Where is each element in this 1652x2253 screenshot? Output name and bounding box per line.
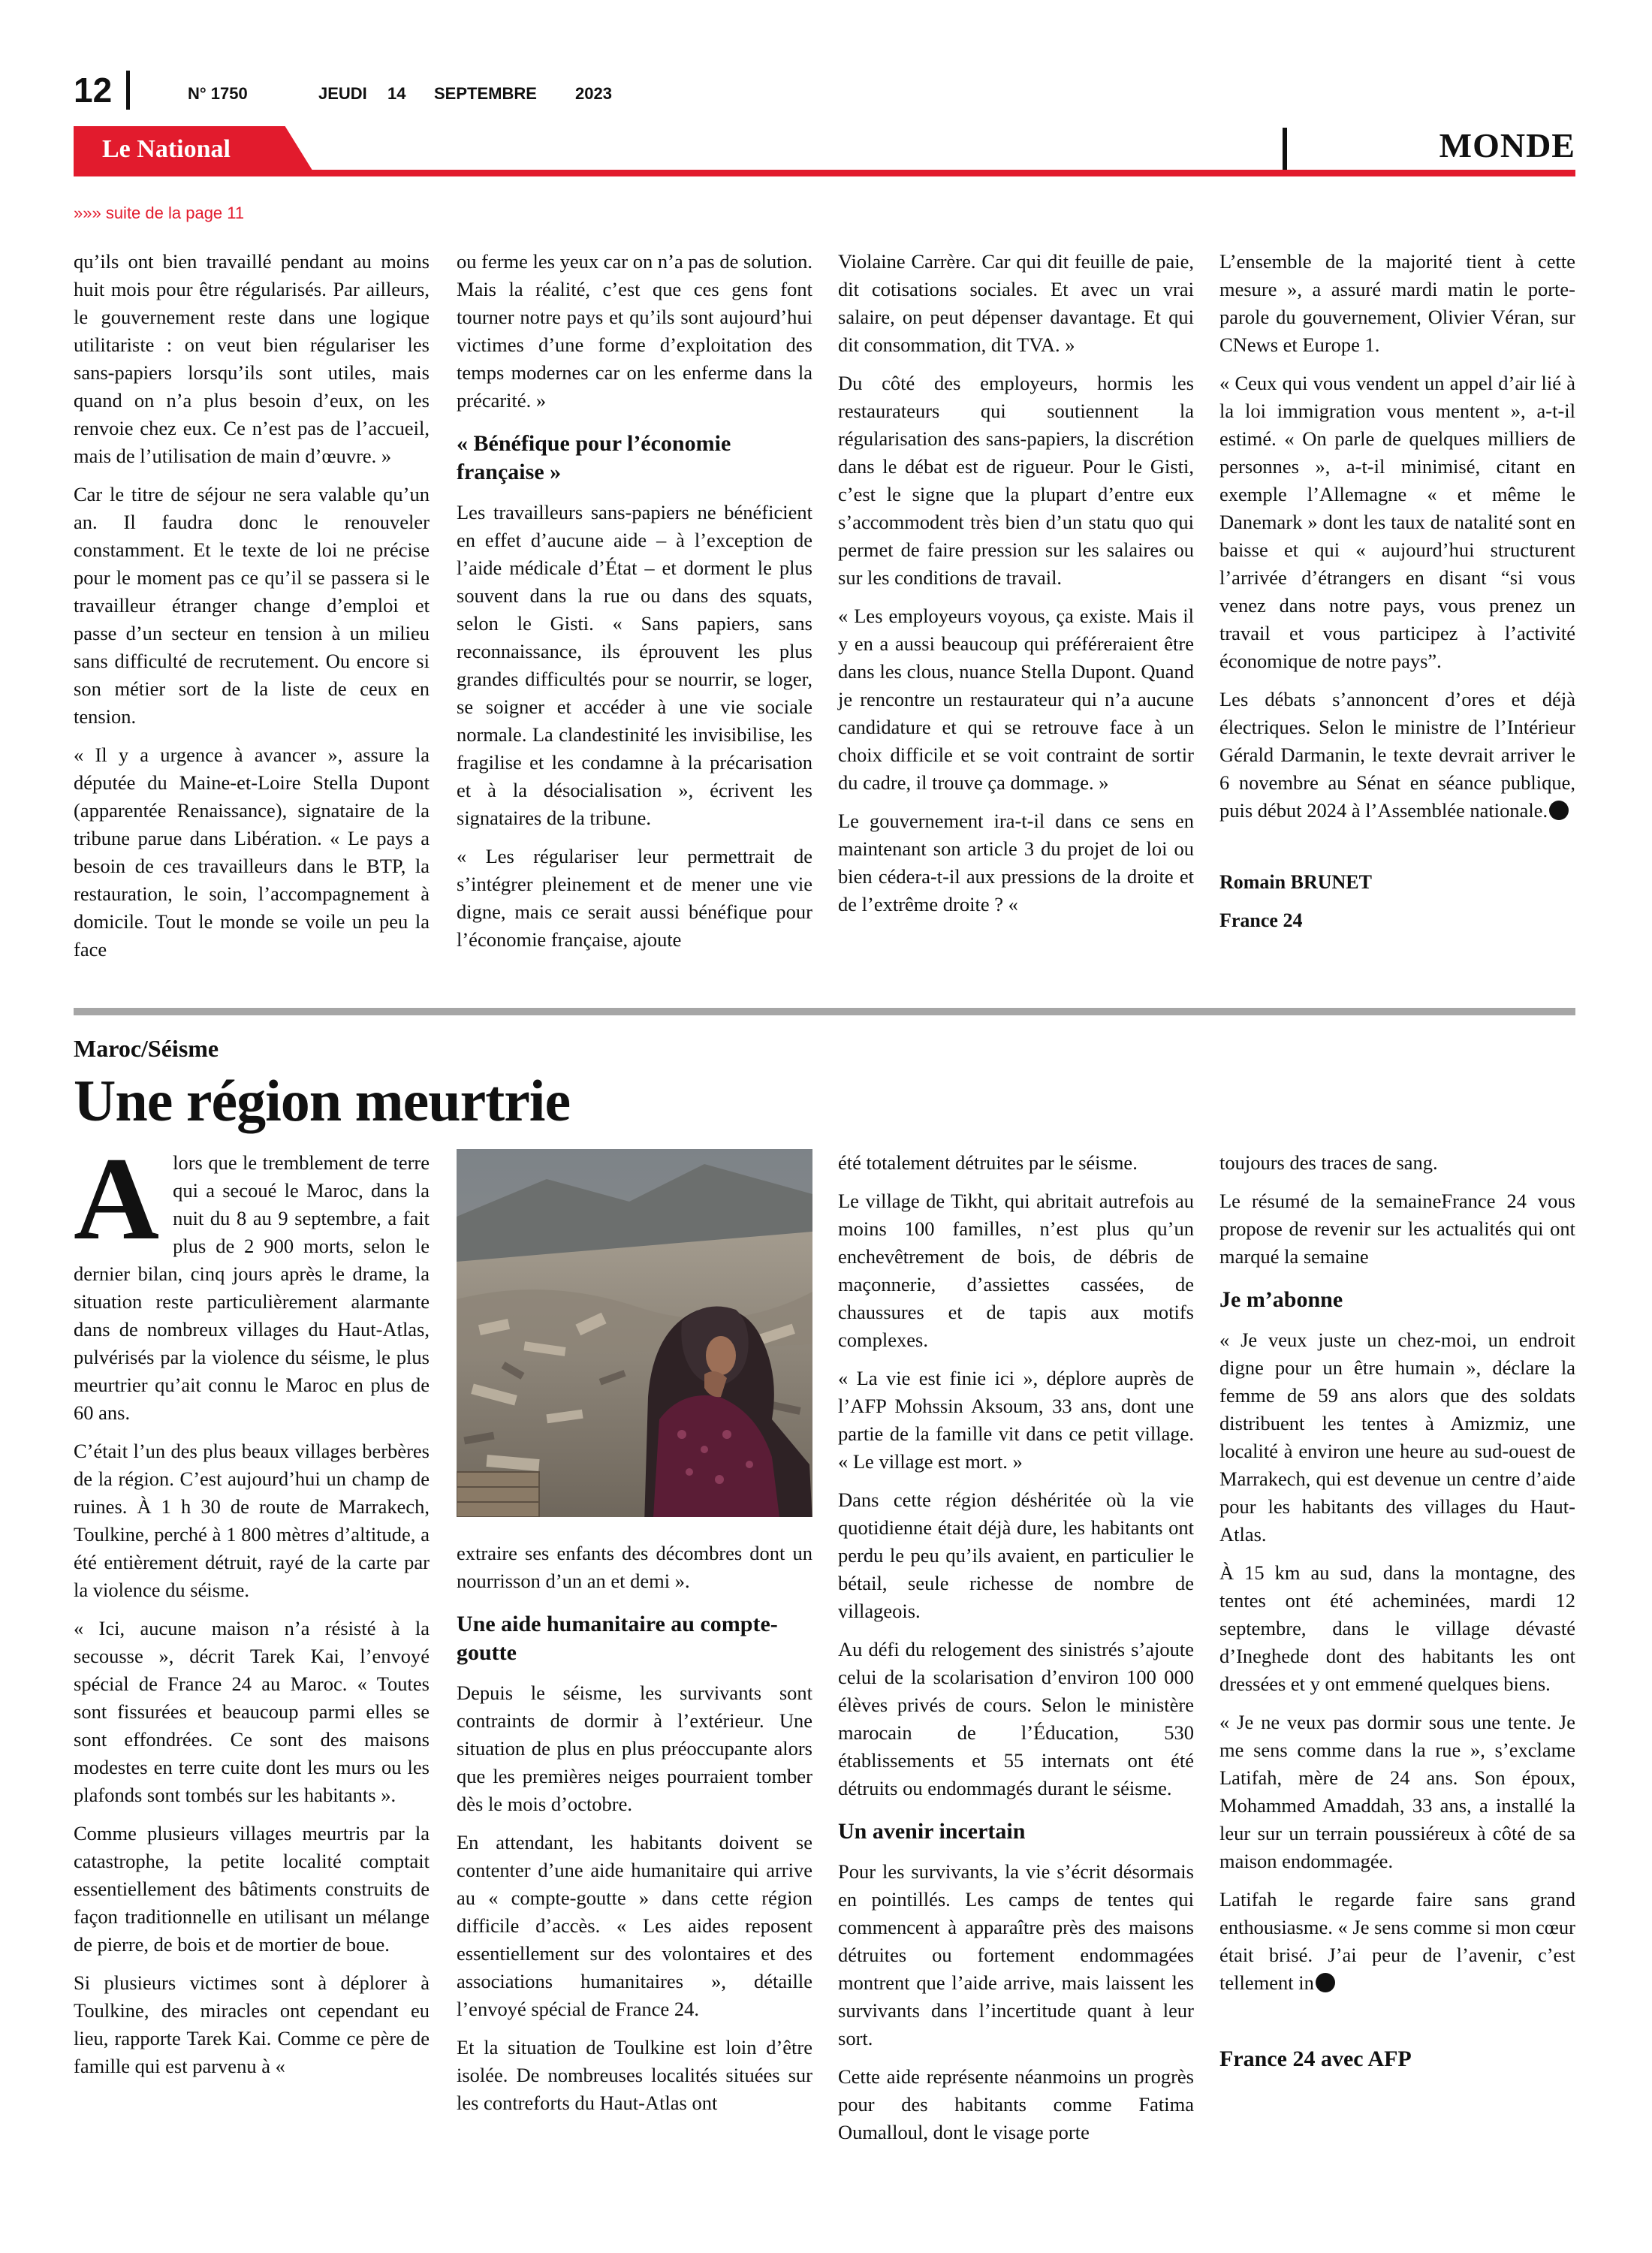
paragraph: « Les employeurs voyous, ça existe. Mais il y en a aussi beaucoup qui préféreraient être dans les clous, nuance Stella Dupont. Quand je rencontre un restaurateur qui n’a aucune candidature et qui se retrouve face à un choix difficile et se voit contraint de sortir du cadre, il trouve ça dommage. » — [838, 605, 1194, 794]
date-year: 2023 — [575, 84, 612, 103]
article-source: France 24 avec AFP — [1219, 2046, 1412, 2071]
paragraph: « Ici, aucune maison n’a résisté à la secousse », décrit Tarek Kai, l’envoyé spécial de France 24 au Maroc. « Toutes sont fissurées et beaucoup parmi elles se sont effondrées. Ce sont des maisons modestes en terre cuite dont les murs ou les plafonds sont tombés sur les habitants ». — [74, 1617, 430, 1806]
paragraph: Si plusieurs victimes sont à déplorer à Toulkine, des miracles ont cependant eu lieu, rapporte Tarek Kai. Comme ce père de famille qui est parvenu à « — [74, 1971, 430, 2077]
paragraph-text: lors que le tremblement de terre qui a secoué le Maroc, dans la nuit du 8 au 9 septembre, a fait plus de 2 900 morts, selon le dernier bilan, cinq jours après le drame, la situation reste particulièrement alarmante dans de nombreux villages du Haut-Atlas, pulvérisés par la violence du séisme, le plus meurtrier qu’ait connu le Maroc en plus de 60 ans. — [74, 1151, 430, 1424]
bottom-column-1 — [74, 1133, 430, 2091]
paragraph — [1219, 686, 1575, 825]
paragraph: qu’ils ont bien travaillé pendant au moins huit mois pour être régularisés. Par ailleurs, le gouvernement reste dans une logique utilitariste : on veut bien régulariser les sans-papiers lorsqu’ils sont utiles, mais quand on n’a plus besoin d’eux, on les renvoie chez eux. Ce n’est pas de l’accueil, mais de l’utilisation de main d’œuvre. » — [74, 250, 430, 467]
continued-from: »»» suite de la page 11 — [74, 204, 245, 222]
bottom-column-4 — [1219, 1149, 1575, 2083]
paragraph: Les travailleurs sans-papiers ne bénéficient en effet d’aucune aide – à l’exception de l’aide médicale d’État – et dorment le plus souvent dans la rue ou dans des squats, selon le Gisti. « Sans papiers, sans reconnaissance, ils éprouvent les plus grandes difficultés pour se nourrir, se loger, se soigner et accéder à une vie sociale normale. La clandestinité les invisibilise, les fragilise et les condamne à la précarisation et à la désocialisation », écrivent les signataires de la tribune. — [457, 501, 812, 829]
author-name: Romain BRUNET — [1219, 871, 1372, 893]
paragraph: Pour les survivants, la vie s’écrit désormais en pointillés. Les camps de tentes qui commencent à apparaître près des maisons détruites ou fortement endommagées montrent que l’aide arrive, mais laissent les survivants dans l’incertitude quant à leur sort. — [838, 1860, 1194, 2049]
newspaper-brand: Le National — [102, 135, 231, 163]
header-rule — [74, 170, 1575, 176]
paragraph: ou ferme les yeux car on n’a pas de solution. Mais la réalité, c’est que ces gens font tourner notre pays et qu’ils sont aujourd’hui victimes d’une forme d’exploitation des temps modernes car on les enferme dans la précarité. » — [457, 250, 812, 412]
paragraph: À 15 km au sud, dans la montagne, des tentes ont été acheminées, mardi 12 septembre, dans le village dévasté d’Ineghede dont des habitants les ont dressées et y ont emmené quelques biens. — [1219, 1561, 1575, 1695]
paragraph: Le gouvernement ira-t-il dans ce sens en maintenant son article 3 du projet de loi ou bien cédera-t-il aux pressions de la droite et de l’extrême droite ? « — [838, 810, 1194, 915]
paragraph: Du côté des employeurs, hormis les restaurateurs qui soutiennent la régularisation des sans-papiers, la discrétion dans le débat est de rigueur. Pour le Gisti, c’est le signe que la plupart d’entre eux s’accommodent très bien d’un statu quo qui permet de faire pression sur les salaires ou sur les conditions de travail. — [838, 372, 1194, 589]
article-kicker: Maroc/Séisme — [74, 1035, 219, 1062]
subheading: Une aide humanitaire au compte-goutte — [457, 1612, 778, 1665]
paragraph: « Ceux qui vous vendent un appel d’air lié à la loi immigration vous mentent », a-t-il estimé. « On parle de quelques milliers de personnes », a-t-il minimisé, citant en exemple l’Allemagne « et même le Danemark » dont les taux de natalité sont en baisse et qui « aujourd’hui structurent l’arrivée d’étrangers en disant “si vous venez dans notre pays, vous prenez un travail et vous participez à l’activité économique de notre pays”. — [1219, 372, 1575, 672]
paragraph-text: Les débats s’annoncent d’ores et déjà électriques. Selon le ministre de l’Intérieur Gérald Darmanin, le texte devrait arriver le 6 novembre au Sénat en séance publique, puis début 2024 à l’Assemblée nationale. — [1219, 688, 1575, 822]
paragraph: Cette aide représente néanmoins un progrès pour des habitants comme Fatima Oumalloul, dont le visage porte — [838, 2065, 1194, 2143]
paragraph: « La vie est finie ici », déplore auprès de l’AFP Mohssin Aksoum, 33 ans, dont une partie de la famille vit dans ce petit village. « Le village est mort. » — [838, 1367, 1194, 1473]
end-of-article-icon — [1316, 1973, 1335, 1992]
paragraph: Au défi du relogement des sinistrés s’ajoute celui de la scolarisation d’environ 100 000 élèves privés de cours. Selon le ministère marocain de l’Éducation, 530 établissements et 55 internats ont été détruits ou endommagés durant le séisme. — [838, 1638, 1194, 1799]
earthquake-photo — [457, 1149, 812, 1517]
paragraph: Dans cette région déshéritée où la vie quotidienne était déjà dure, les habitants ont perdu le peu qu’ils avaient, en particulier le bétail, seule richesse de nombre de villageois. — [838, 1488, 1194, 1622]
page-number: 12 — [74, 71, 113, 110]
paragraph: « Les régulariser leur permettrait de s’intégrer pleinement et de mener une vie digne, mais ce serait aussi bénéfique pour l’économie française, ajoute — [457, 845, 812, 951]
paragraph: « Il y a urgence à avancer », assure la députée du Maine-et-Loire Stella Dupont (apparentée Renaissance), signataire de la tribune parue dans Libération. « Le pays a besoin de ces travailleurs dans le BTP, la restauration, le soin, l’accompagnement à domicile. Tout le monde se voile un peu la face — [74, 743, 430, 961]
top-column-3 — [838, 248, 1194, 929]
article-headline: Une région meurtrie — [74, 1068, 571, 1133]
date-day: 14 — [387, 84, 406, 103]
top-column-2 — [457, 248, 812, 964]
paragraph: extraire ses enfants des décombres dont un nourrisson d’un an et demi ». — [457, 1542, 812, 1592]
paragraph: Car le titre de séjour ne sera valable qu’un an. Il faudra donc le renouveler constamment. Et le texte de loi ne précise pour le moment pas ce qu’il se passera si le travailleur étranger change d’emploi et passe d’un secteur en tension à un milieu sans difficulté de recrutement. Ou encore si son métier sort de la liste de ceux en tension. — [74, 483, 430, 728]
article-source: France 24 — [1219, 909, 1303, 931]
paragraph: toujours des traces de sang. — [1219, 1151, 1438, 1174]
date-weekday: JEUDI — [318, 84, 367, 103]
drop-cap: A — [74, 1133, 160, 1265]
paragraph: Depuis le séisme, les survivants sont contraints de dormir à l’extérieur. Une situation de plus en plus préoccupante alors que les premières neiges pourraient tomber dès le mois d’octobre. — [457, 1681, 812, 1815]
paragraph: « Je ne veux pas dormir sous une tente. Je me sens comme dans la rue », s’exclame Latifah, mère de 24 ans. Son époux, Mohammed Amaddah, 33 ans, a installé la leur sur un terrain poussiéreux à côté de sa maison endommagée. — [1219, 1711, 1575, 1872]
top-column-1 — [74, 248, 430, 974]
paragraph-text: Latifah le regarde faire sans grand enthousiasme. « Je sens comme si mon cœur était brisé. J’ai peur de l’avenir, c’est tellement in — [1219, 1888, 1575, 1994]
subheading: Un avenir incertain — [838, 1819, 1026, 1844]
paragraph: C’était l’un des plus beaux villages berbères de la région. C’est aujourd’hui un champ de ruines. À 1 h 30 de route de Marrakech, Toulkine, perché à 1 800 mètres d’altitude, a été entièrement détruit, rayé de la carte par la violence du séisme. — [74, 1440, 430, 1601]
date-month: SEPTEMBRE — [434, 84, 537, 103]
paragraph: En attendant, les habitants doivent se contenter d’une aide humanitaire qui arrive au « compte-goutte » dans cette région difficile d’accès. « Les aides reposent essentiellement sur des volontaires et des associations humanitaires », détaille l’envoyé spécial de France 24. — [457, 1831, 812, 2020]
paragraph: Le résumé de la semaineFrance 24 vous propose de revenir sur les actualités qui ont marqué la semaine — [1219, 1190, 1575, 1268]
bottom-column-2 — [457, 1540, 812, 2128]
lead-paragraph — [74, 1133, 430, 1427]
paragraph: « Je veux juste un chez-moi, un endroit digne pour un être humain », déclare la femme de 59 ans alors que des soldats distribuent les tentes à Amizmiz, une localité à environ une heure au sud-ouest de Marrakech, qui est devenue un centre d’aide pour les habitants des villages du Haut-Atlas. — [1219, 1329, 1575, 1546]
paragraph: L’ensemble de la majorité tient à cette mesure », a assuré mardi matin le porte-parole du gouvernement, Olivier Véran, sur CNews et Europe 1. — [1219, 250, 1575, 356]
issue-number: N° 1750 — [188, 84, 248, 103]
article-divider — [74, 1008, 1575, 1015]
end-of-article-icon — [1549, 801, 1569, 820]
section-title: MONDE — [1439, 126, 1575, 164]
subheading: Je m’abonne — [1219, 1287, 1343, 1312]
paragraph: Comme plusieurs villages meurtris par la catastrophe, la petite localité comptait essentiellement des bâtiments construits de façon traditionnelle en utilisant un mélange de pierre, de bois et de mortier de boue. — [74, 1822, 430, 1956]
subheading: « Bénéfique pour l’économie française » — [457, 431, 731, 484]
section-divider — [1283, 128, 1287, 170]
top-column-4 — [1219, 248, 1575, 945]
bottom-column-3 — [838, 1149, 1194, 2157]
paragraph — [1219, 1886, 1575, 1997]
header-divider — [126, 71, 130, 110]
paragraph: Et la situation de Toulkine est loin d’être isolée. De nombreuses localités situées sur les contreforts du Haut-Atlas ont — [457, 2036, 812, 2114]
paragraph: Violaine Carrère. Car qui dit feuille de paie, dit cotisations sociales. Et avec un vrai salaire, on peut dépenser davantage. Et qui dit consommation, dit TVA. » — [838, 250, 1194, 356]
paragraph: été totalement détruites par le séisme. — [838, 1151, 1138, 1174]
paragraph: Le village de Tikht, qui abritait autrefois au moins 100 familles, n’est plus qu’un enchevêtrement de bois, de débris de maçonnerie, d’assiettes cassées, de chaussures et de tapis aux motifs complexes. — [838, 1190, 1194, 1351]
